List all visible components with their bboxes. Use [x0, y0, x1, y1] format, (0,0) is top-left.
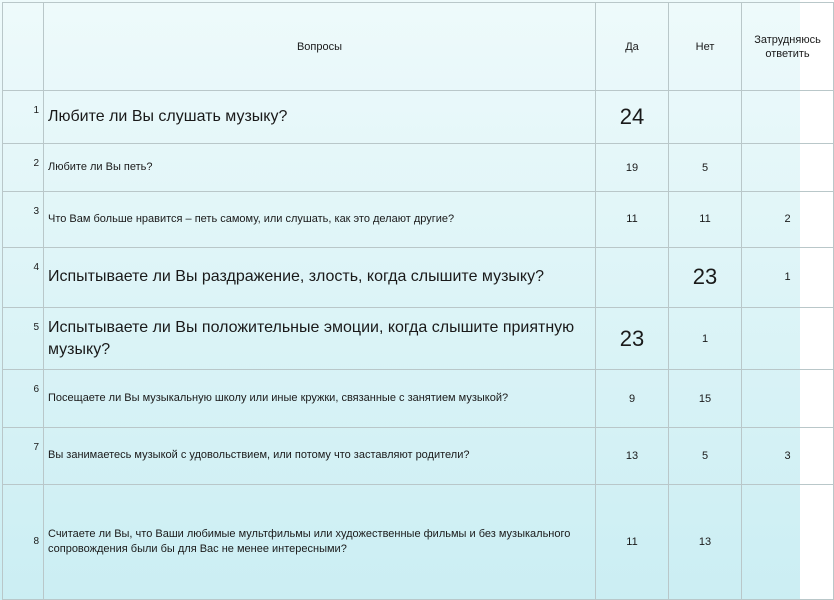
undecided-cell: 2 — [742, 191, 834, 247]
no-cell: 13 — [669, 484, 742, 599]
table-row — [3, 370, 834, 428]
no-cell: 23 — [669, 247, 742, 307]
table-row — [3, 91, 834, 144]
question-cell: Посещаете ли Вы музыкальную школу или иные кружки, связанные с занятием музыкой? — [44, 370, 596, 428]
undecided-cell — [742, 91, 834, 144]
yes-cell: 13 — [596, 428, 669, 484]
table-row — [3, 191, 834, 247]
row-number: 1 — [3, 91, 44, 144]
yes-cell: 19 — [596, 144, 669, 191]
row-number: 2 — [3, 144, 44, 191]
question-cell: Считаете ли Вы, что Ваши любимые мультфильмы или художественные фильмы и без музыкального сопровождения были бы для Вас не менее интересными? — [44, 484, 596, 599]
table-row — [3, 144, 834, 191]
undecided-cell: 3 — [742, 428, 834, 484]
row-number: 5 — [3, 307, 44, 369]
question-cell: Испытываете ли Вы положительные эмоции, когда слышите приятную музыку? — [44, 307, 596, 369]
table-row — [3, 428, 834, 484]
row-number: 7 — [3, 428, 44, 484]
yes-cell: 24 — [596, 91, 669, 144]
undecided-cell — [742, 307, 834, 369]
undecided-cell — [742, 144, 834, 191]
question-cell: Что Вам больше нравится – петь самому, или слушать, как это делают другие? — [44, 191, 596, 247]
no-cell — [669, 91, 742, 144]
yes-cell: 11 — [596, 484, 669, 599]
row-number: 6 — [3, 370, 44, 428]
table-row — [3, 307, 834, 369]
row-number: 4 — [3, 247, 44, 307]
header-number — [3, 3, 44, 91]
no-cell: 5 — [669, 144, 742, 191]
no-cell: 5 — [669, 428, 742, 484]
survey-table — [2, 2, 834, 600]
question-cell: Вы занимаетесь музыкой с удовольствием, или потому что заставляют родители? — [44, 428, 596, 484]
question-cell: Испытываете ли Вы раздражение, злость, когда слышите музыку? — [44, 247, 596, 307]
header-no: Нет — [669, 3, 742, 91]
no-cell: 15 — [669, 370, 742, 428]
row-number: 8 — [3, 484, 44, 599]
table-header-row — [3, 3, 834, 91]
undecided-cell — [742, 370, 834, 428]
question-cell: Любите ли Вы петь? — [44, 144, 596, 191]
header-undecided: Затрудняюсь ответить — [742, 3, 834, 91]
header-yes: Да — [596, 3, 669, 91]
no-cell: 11 — [669, 191, 742, 247]
table-row — [3, 247, 834, 307]
yes-cell: 9 — [596, 370, 669, 428]
no-cell: 1 — [669, 307, 742, 369]
yes-cell — [596, 247, 669, 307]
yes-cell: 23 — [596, 307, 669, 369]
table-row — [3, 484, 834, 599]
undecided-cell — [742, 484, 834, 599]
question-cell: Любите ли Вы слушать музыку? — [44, 91, 596, 144]
yes-cell: 11 — [596, 191, 669, 247]
undecided-cell: 1 — [742, 247, 834, 307]
header-questions: Вопросы — [44, 3, 596, 91]
row-number: 3 — [3, 191, 44, 247]
